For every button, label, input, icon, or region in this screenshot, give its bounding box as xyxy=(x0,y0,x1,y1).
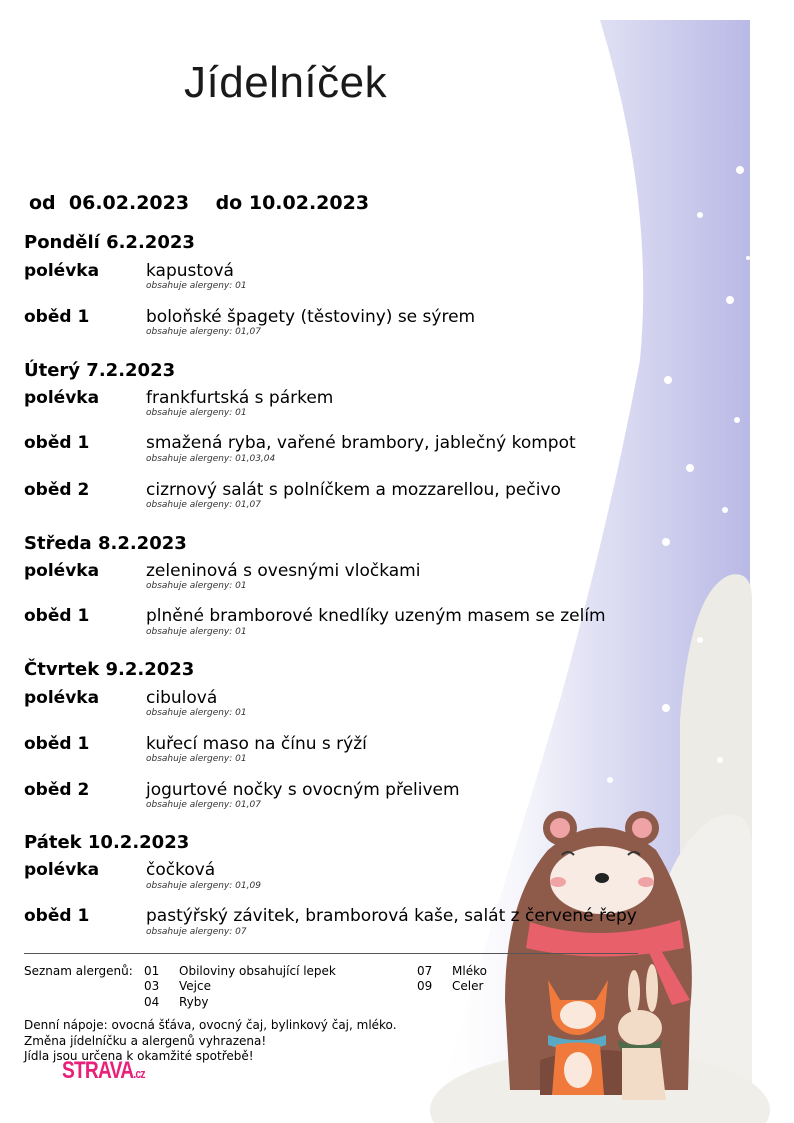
dish-allergens: obsahuje alergeny: 01,09 xyxy=(146,881,261,891)
meal-label: oběd 2 xyxy=(24,480,90,500)
dish-name: pastýřský závitek, bramborová kaše, salát z červené řepy xyxy=(146,906,637,926)
dish-allergens: obsahuje alergeny: 01 xyxy=(146,281,247,291)
day-heading-thursday: Čtvrtek 9.2.2023 xyxy=(24,659,195,680)
period-from-date: 06.02.2023 xyxy=(68,192,190,214)
dish-name: zeleninová s ovesnými vločkami xyxy=(146,561,421,581)
allergen-name: Obiloviny obsahující lepek xyxy=(179,964,336,978)
allergen-name: Mléko xyxy=(452,964,487,978)
dish-allergens: obsahuje alergeny: 01,07 xyxy=(146,500,261,510)
strava-logo xyxy=(62,1057,145,1085)
meal-label: polévka xyxy=(24,261,100,281)
dish-name: kapustová xyxy=(146,261,234,281)
allergen-code: 09 xyxy=(417,979,433,993)
note-drinks: Denní nápoje: ovocná šťáva, ovocný čaj, bylinkový čaj, mléko. xyxy=(24,1018,397,1032)
dish-allergens: obsahuje alergeny: 01,07 xyxy=(146,800,261,810)
logo-suffix: .cz xyxy=(133,1066,145,1081)
allergen-code: 01 xyxy=(144,964,160,978)
dish-allergens: obsahuje alergeny: 01 xyxy=(146,708,247,718)
dish-name: jogurtové nočky s ovocným přelivem xyxy=(146,780,460,800)
dish-allergens: obsahuje alergeny: 07 xyxy=(146,927,247,937)
day-heading-tuesday: Úterý 7.2.2023 xyxy=(24,360,176,381)
note-changes: Změna jídelníčku a alergenů vyhrazena! xyxy=(24,1034,267,1048)
dish-allergens: obsahuje alergeny: 01 xyxy=(146,754,247,764)
meal-label: polévka xyxy=(24,688,100,708)
dish-name: boloňské špagety (těstoviny) se sýrem xyxy=(146,307,476,327)
day-heading-monday: Pondělí 6.2.2023 xyxy=(24,232,195,253)
meal-label: oběd 2 xyxy=(24,780,90,800)
period-to-label: do xyxy=(215,192,243,214)
note-consumption: Jídla jsou určena k okamžité spotřebě! xyxy=(24,1049,254,1063)
meal-label: oběd 1 xyxy=(24,307,90,327)
dish-allergens: obsahuje alergeny: 01 xyxy=(146,627,247,637)
period-to-date: 10.02.2023 xyxy=(248,192,370,214)
allergen-name: Vejce xyxy=(179,979,211,993)
dish-name: plněné bramborové knedlíky uzeným masem se zelím xyxy=(146,606,606,626)
allergen-code: 04 xyxy=(144,995,160,1009)
meal-label: polévka xyxy=(24,860,100,880)
period-from-label: od xyxy=(29,192,56,214)
meal-label: oběd 1 xyxy=(24,906,90,926)
meal-label: oběd 1 xyxy=(24,606,90,626)
dish-name: smažená ryba, vařené brambory, jablečný kompot xyxy=(146,433,576,453)
meal-label: oběd 1 xyxy=(24,734,90,754)
allergen-code: 03 xyxy=(144,979,160,993)
dish-name: čočková xyxy=(146,860,216,880)
allergen-code: 07 xyxy=(417,964,433,978)
day-heading-friday: Pátek 10.2.2023 xyxy=(24,832,190,853)
logo-main: STRAVA xyxy=(62,1057,134,1084)
meal-label: polévka xyxy=(24,561,100,581)
allergen-name: Ryby xyxy=(179,995,209,1009)
meal-label: polévka xyxy=(24,388,100,408)
divider-line xyxy=(24,953,638,954)
dish-allergens: obsahuje alergeny: 01 xyxy=(146,408,247,418)
meal-label: oběd 1 xyxy=(24,433,90,453)
menu-period xyxy=(29,192,369,214)
page-title: Jídelníček xyxy=(184,58,388,107)
dish-name: kuřecí maso na čínu s rýží xyxy=(146,734,367,754)
dish-allergens: obsahuje alergeny: 01,03,04 xyxy=(146,454,276,464)
dish-allergens: obsahuje alergeny: 01,07 xyxy=(146,327,261,337)
dish-name: frankfurtská s párkem xyxy=(146,388,334,408)
allergen-list-title: Seznam alergenů: xyxy=(24,964,133,978)
dish-allergens: obsahuje alergeny: 01 xyxy=(146,581,247,591)
day-heading-wednesday: Středa 8.2.2023 xyxy=(24,533,187,554)
dish-name: cizrnový salát s polníčkem a mozzarellou, pečivo xyxy=(146,480,561,500)
allergen-name: Celer xyxy=(452,979,484,993)
dish-name: cibulová xyxy=(146,688,218,708)
